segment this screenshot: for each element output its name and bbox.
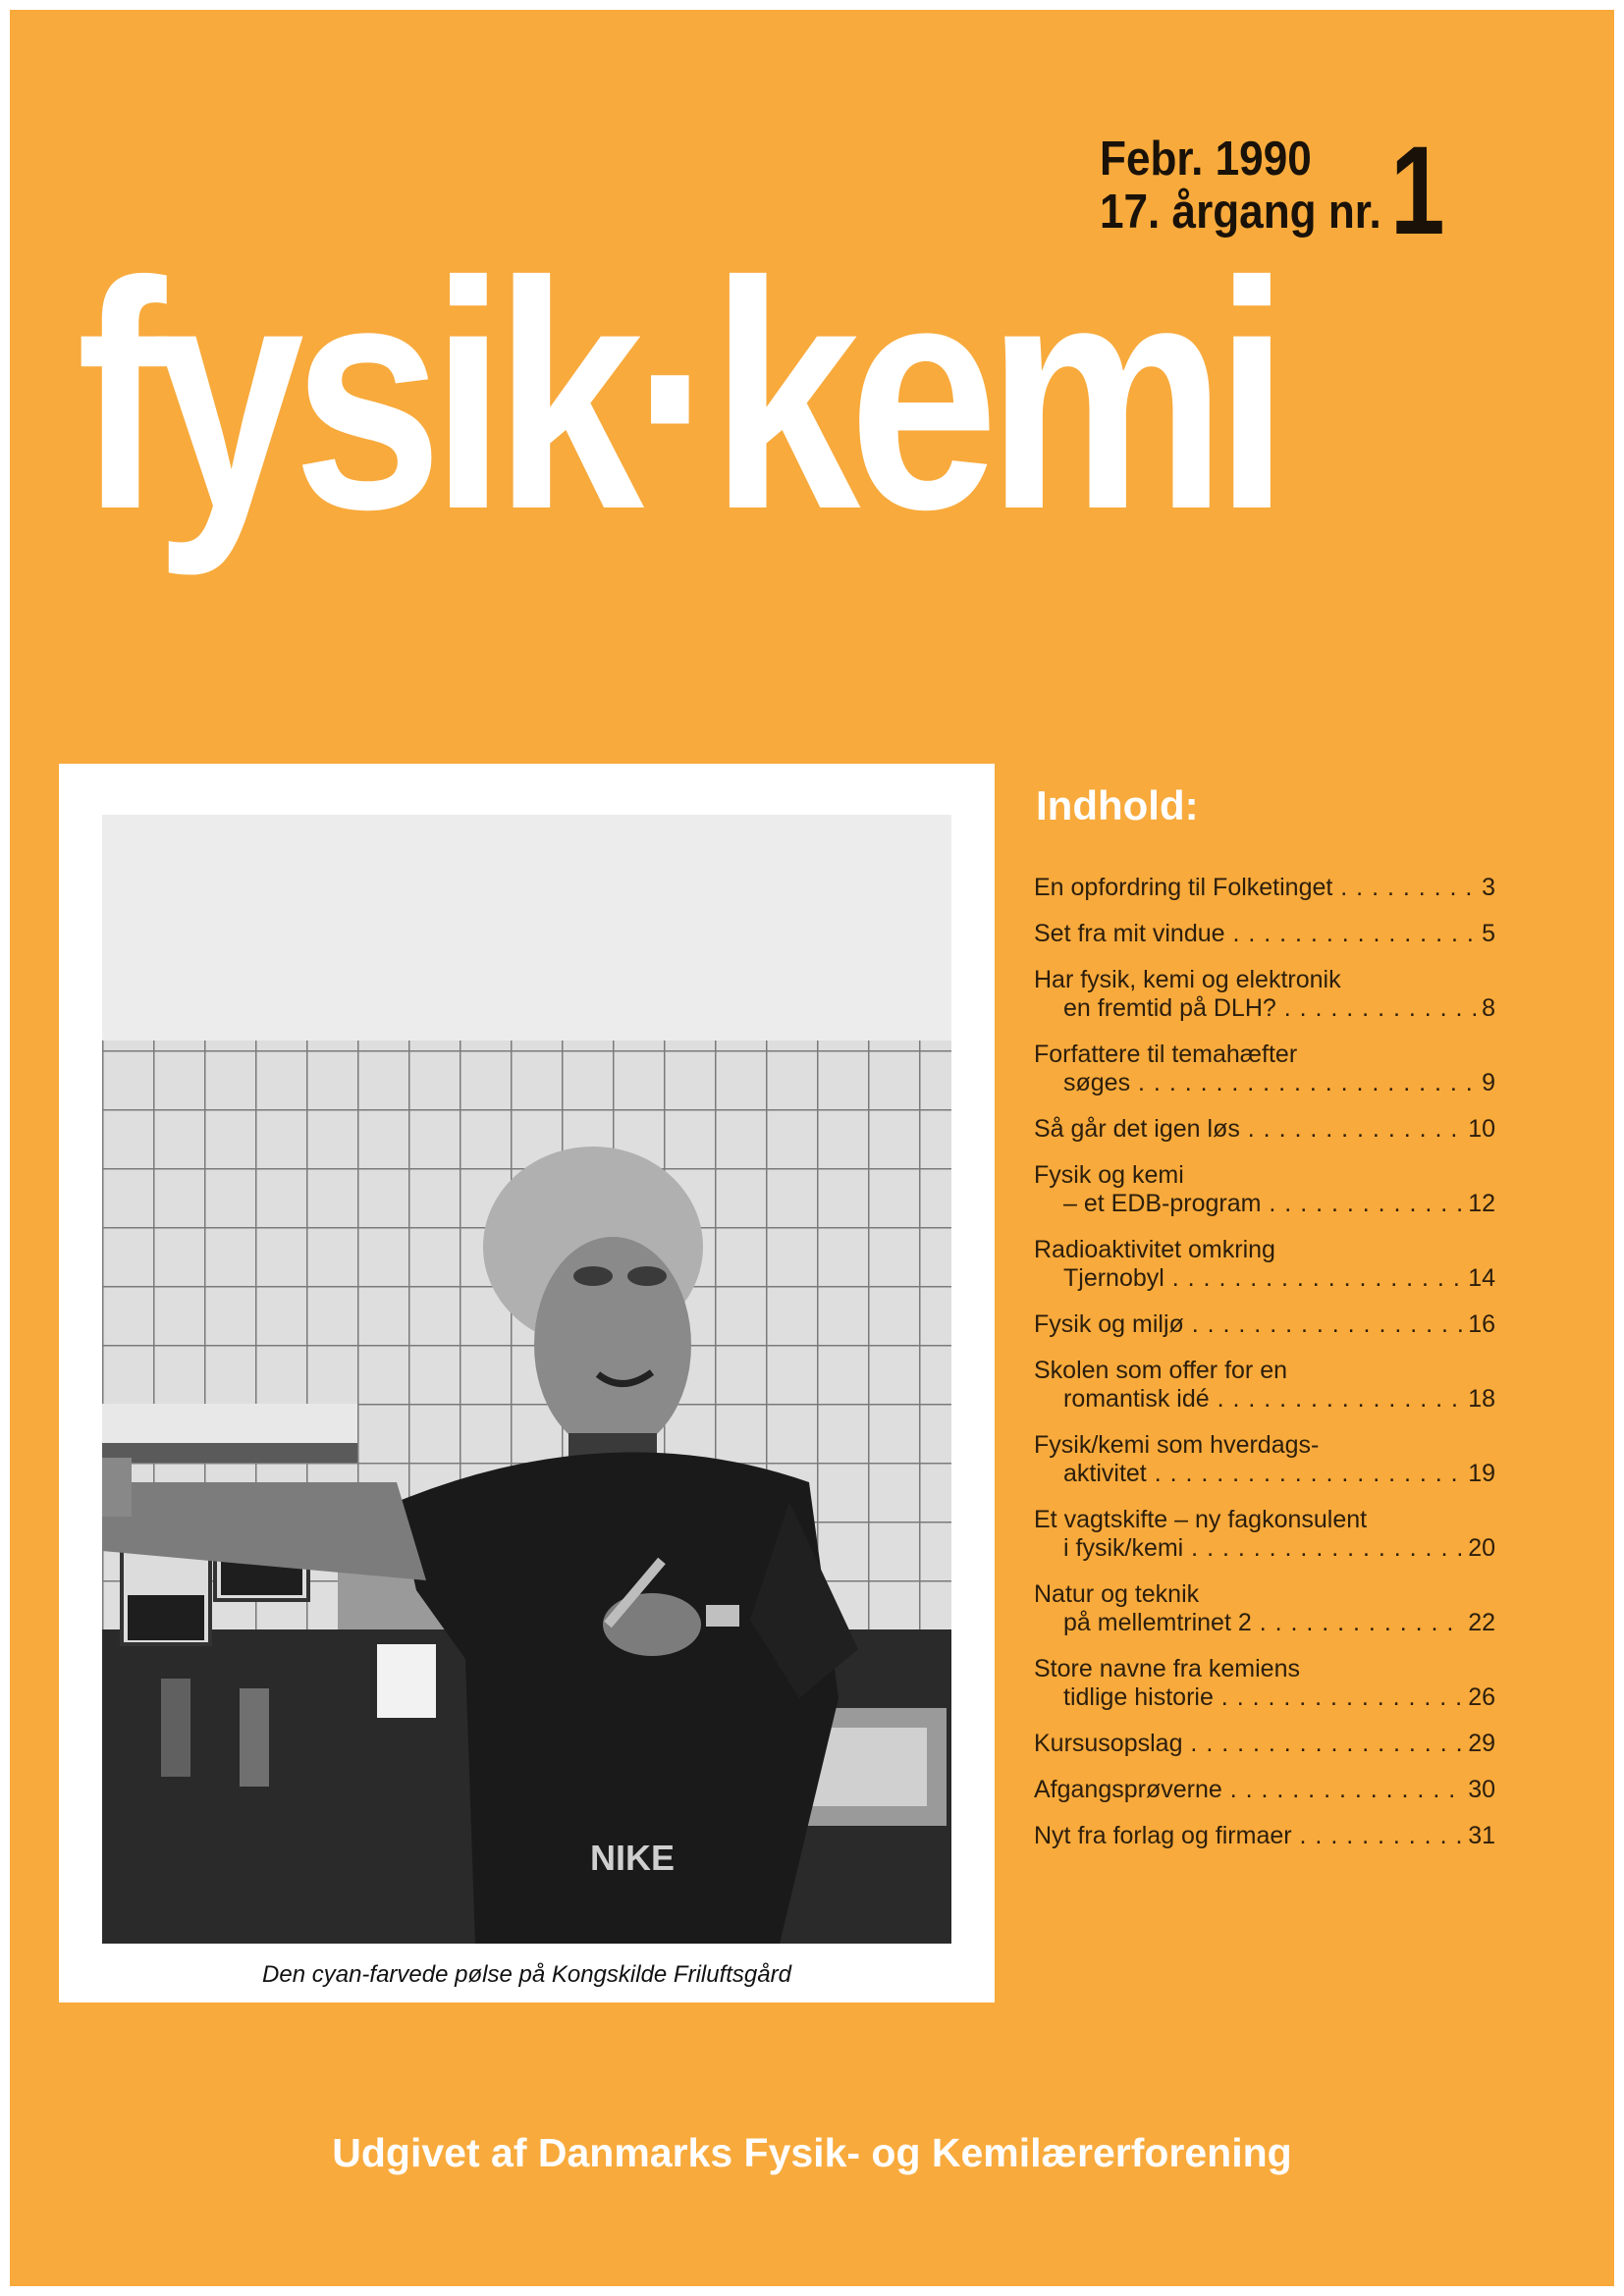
toc-item-title-continued: på mellemtrinet 2 . . . xyxy=(1034,1609,1495,1637)
toc-item-page: 20 xyxy=(1462,1534,1495,1563)
toc-item xyxy=(1034,874,1495,902)
toc-item xyxy=(1034,1730,1495,1758)
toc-item-title: Radioaktivitet omkring xyxy=(1034,1236,1275,1263)
toc-item-title: Set fra mit vindue . . . xyxy=(1034,920,1495,948)
toc-item-page: 31 xyxy=(1462,1822,1495,1850)
toc-item-page: 12 xyxy=(1462,1190,1495,1218)
toc-item xyxy=(1034,1822,1495,1850)
toc-item-page: 5 xyxy=(1476,920,1495,948)
toc-item-page: 8 xyxy=(1476,994,1495,1023)
toc-item-title: Fysik/kemi som hverdags- xyxy=(1034,1431,1320,1459)
toc-item-title: Fysik og kemi xyxy=(1034,1161,1184,1189)
toc-item-title: Forfattere til temahæfter xyxy=(1034,1041,1298,1068)
cover-photo-illustration xyxy=(102,815,951,1944)
toc-item-title: Fysik og miljø . . . xyxy=(1034,1310,1495,1339)
masthead-title: fysik·kemi xyxy=(77,214,1278,576)
toc-list xyxy=(1034,874,1495,1850)
toc-item xyxy=(1034,1776,1495,1804)
toc-item-title-continued: en fremtid på DLH? . . . xyxy=(1034,994,1495,1023)
toc-item xyxy=(1034,1236,1495,1293)
shirt-text: NIKE xyxy=(589,1838,676,1878)
cover-photo xyxy=(102,815,951,1944)
toc-item-page: 18 xyxy=(1462,1385,1495,1414)
toc-item xyxy=(1034,1310,1495,1339)
toc-item-title: Natur og teknik xyxy=(1034,1580,1200,1608)
toc-item xyxy=(1034,1115,1495,1144)
toc-item-title: Nyt fra forlag og firmaer . . . xyxy=(1034,1822,1495,1850)
toc-item-title-continued: aktivitet . . . xyxy=(1034,1460,1495,1488)
toc-item-page: 10 xyxy=(1462,1115,1495,1144)
toc-item-page: 16 xyxy=(1462,1310,1495,1339)
issue-volume: 17. årgang nr. xyxy=(1100,186,1381,239)
publisher-line: Udgivet af Danmarks Fysik- og Kemilærerforening xyxy=(332,2130,1292,2175)
toc-item-title-continued: romantisk idé . . . xyxy=(1034,1385,1495,1414)
toc-item-title: Et vagtskifte – ny fagkonsulent xyxy=(1034,1506,1368,1533)
toc-item-page: 29 xyxy=(1462,1730,1495,1758)
toc-item-title: Skolen som offer for en xyxy=(1034,1357,1288,1384)
toc-item xyxy=(1034,1431,1495,1488)
toc-item xyxy=(1034,920,1495,948)
toc-item-page: 30 xyxy=(1462,1776,1495,1804)
toc-item xyxy=(1034,1506,1495,1563)
toc-item xyxy=(1034,1161,1495,1218)
toc-item-title: Kursusopslag . . . xyxy=(1034,1730,1495,1758)
toc-item-title: Har fysik, kemi og elektronik xyxy=(1034,966,1341,993)
table-of-contents xyxy=(1034,781,1495,1868)
toc-item-page: 3 xyxy=(1476,874,1495,902)
toc-item-title-continued: Tjernobyl . . . xyxy=(1034,1264,1495,1293)
toc-item-title: Afgangsprøverne . . . xyxy=(1034,1776,1495,1804)
toc-item xyxy=(1034,1041,1495,1097)
photo-caption: Den cyan-farvede pølse på Kongskilde Friluftsgård xyxy=(262,1961,791,1988)
toc-item xyxy=(1034,1655,1495,1712)
toc-item-title: En opfordring til Folketinget . . . xyxy=(1034,874,1495,902)
issue-number: 1 xyxy=(1390,121,1445,261)
toc-item xyxy=(1034,1357,1495,1414)
toc-item-title: Så går det igen løs . . . xyxy=(1034,1115,1495,1144)
toc-item-page: 9 xyxy=(1476,1069,1495,1097)
toc-item-page: 19 xyxy=(1462,1460,1495,1488)
toc-item-title-continued: tidlige historie . . . xyxy=(1034,1683,1495,1712)
toc-item-title: Store navne fra kemiens xyxy=(1034,1655,1300,1682)
issue-date: Febr. 1990 xyxy=(1100,133,1312,186)
toc-item-page: 14 xyxy=(1462,1264,1495,1293)
toc-item-title-continued: søges . . . xyxy=(1034,1069,1495,1097)
toc-item-page: 26 xyxy=(1462,1683,1495,1712)
toc-item-title-continued: i fysik/kemi . . . xyxy=(1034,1534,1495,1563)
toc-item xyxy=(1034,966,1495,1023)
toc-title: Indhold: xyxy=(1036,782,1199,828)
toc-item-page: 22 xyxy=(1462,1609,1495,1637)
toc-item xyxy=(1034,1580,1495,1637)
toc-item-title-continued: – et EDB-program . . . xyxy=(1034,1190,1495,1218)
